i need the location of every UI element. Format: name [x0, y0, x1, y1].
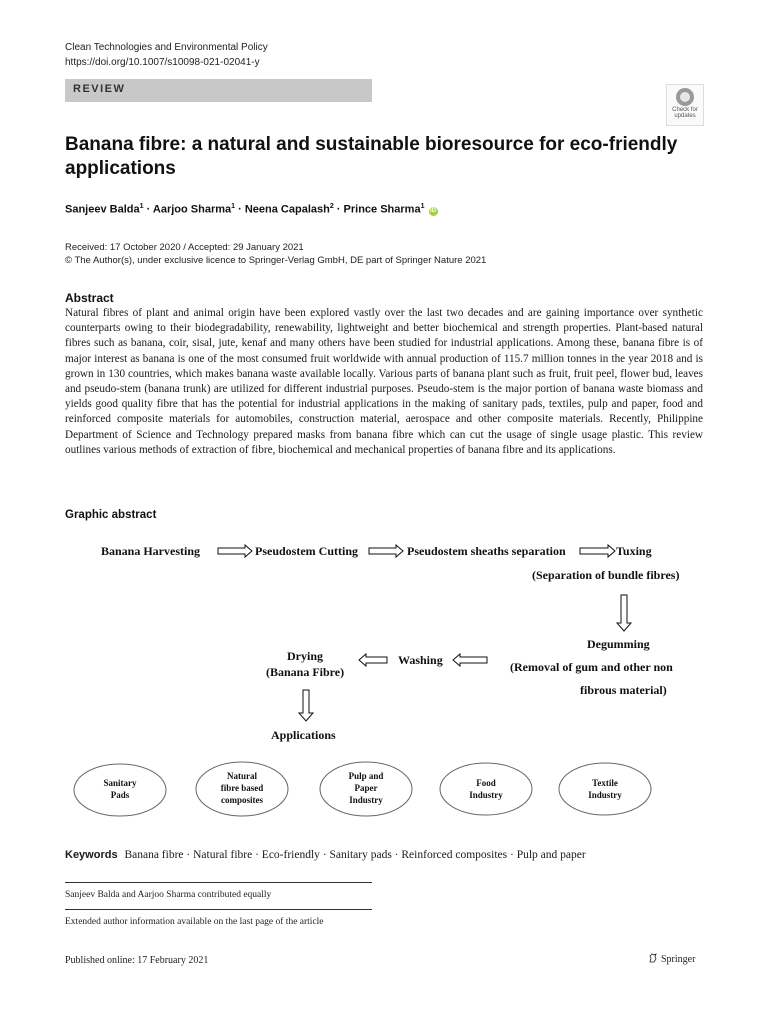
section-bar	[65, 79, 372, 102]
app-label: Industry	[469, 790, 503, 800]
step-tuxing: Tuxing	[616, 544, 652, 558]
article-dates	[65, 241, 486, 267]
step-drying-note: (Banana Fibre)	[266, 665, 345, 679]
author-affiliation: 1	[231, 203, 236, 210]
app-label: Natural	[227, 771, 257, 781]
application-pulp-paper	[320, 762, 412, 816]
arrow-degumming-to-washing	[453, 654, 487, 666]
keyword-separator: ·	[183, 849, 194, 861]
arrow-harvest-to-cutting	[218, 545, 252, 557]
arrow-tuxing-to-degumming	[617, 595, 631, 631]
copyright-line: © The Author(s), under exclusive licence to Springer-Verlag GmbH, DE part of Springer Nature 2021	[65, 255, 487, 266]
app-label: Pads	[110, 790, 130, 800]
keyword[interactable]: Reinforced composites	[401, 849, 508, 861]
badge-line-2: updates	[674, 113, 696, 119]
author-separator: ·	[238, 203, 242, 216]
author-name[interactable]: Neena Capalash	[244, 203, 330, 216]
keyword[interactable]: Eco-friendly	[261, 849, 320, 861]
crossmark-icon	[676, 88, 694, 106]
orcid-icon[interactable]: iD	[430, 207, 437, 214]
application-sanitary-pads	[74, 764, 166, 816]
arrow-washing-to-drying	[359, 654, 387, 666]
step-applications: Applications	[271, 728, 336, 742]
author-affiliation: 2	[329, 203, 334, 210]
step-drying: Drying	[287, 649, 323, 663]
keyword-separator: ·	[507, 849, 517, 861]
step-degumming-note-1: (Removal of gum and other non	[510, 660, 673, 674]
application-food	[440, 763, 532, 815]
journal-header	[65, 40, 268, 70]
author-affiliation: 1	[139, 203, 144, 210]
published-date: Published online: 17 February 2021	[65, 955, 209, 966]
extended-info-note: Extended author information available on the last page of the article	[65, 917, 324, 927]
app-label: composites	[221, 795, 263, 805]
keywords-label: Keywords	[65, 849, 118, 861]
step-harvesting: Banana Harvesting	[101, 544, 201, 558]
arrow-separation-to-tuxing	[580, 545, 615, 557]
footnote-rule-middle	[65, 909, 372, 910]
app-label: Paper	[354, 783, 378, 793]
author-list	[65, 203, 438, 216]
app-label: Sanitary	[103, 778, 137, 788]
author-separator: ·	[336, 203, 341, 216]
app-label: Industry	[349, 795, 383, 805]
publisher-name: Springer	[661, 954, 696, 965]
keyword[interactable]: Sanitary pads	[329, 849, 392, 861]
app-label: Industry	[588, 790, 622, 800]
arrow-cutting-to-separation	[369, 545, 403, 557]
abstract-heading: Abstract	[65, 291, 114, 305]
article-title: Banana fibre: a natural and sustainable bioresource for eco-friendly applications	[65, 134, 678, 179]
arrow-drying-to-applications	[299, 690, 313, 721]
keyword-separator: ·	[391, 849, 402, 861]
badge-line-1: Check for	[672, 107, 698, 113]
keyword-separator: ·	[319, 849, 330, 861]
graphic-abstract-heading: Graphic abstract	[65, 509, 157, 521]
step-separation: Pseudostem sheaths separation	[407, 544, 566, 558]
author-name[interactable]: Prince Sharma	[343, 203, 421, 216]
author-affiliation: 1	[420, 203, 425, 210]
app-label: Food	[476, 778, 496, 788]
step-degumming-note-2: fibrous material)	[580, 683, 667, 697]
publisher-logo	[648, 953, 695, 965]
keywords-line	[65, 849, 586, 861]
keyword[interactable]: Pulp and paper	[516, 849, 586, 861]
keyword-separator: ·	[252, 849, 262, 861]
received-accepted: Received: 17 October 2020 / Accepted: 29 January 2021	[65, 242, 304, 253]
journal-name: Clean Technologies and Environmental Policy	[65, 42, 268, 53]
footnote-rule-top	[65, 882, 372, 883]
author-name[interactable]: Sanjeev Balda	[65, 203, 140, 216]
step-cutting: Pseudostem Cutting	[255, 544, 359, 558]
keyword[interactable]: Banana fibre	[124, 849, 184, 861]
app-label: Pulp and	[348, 771, 384, 781]
contribution-note: Sanjeev Balda and Aarjoo Sharma contributed equally	[65, 890, 272, 900]
abstract-text: Natural fibres of plant and animal origin have been explored vastly over the last two decades and are gaining importance over synthetic counterparts owing to their biodegradability, renewability, lightweight and better biochemical and strength properties. Plant-based natural fibres such as banana, coir, sisal, jute, kenaf and many others have been studied for industrial applications. Among these, banana fibre is of major interest as banana is one of the most consumed fruit worldwide with annual production of 115.7 million tonnes in the year 2018 and is grown in 130 countries, which makes banana waste available locally. Various parts of banana plant such as fruit, fruit peel, flower bud, leaves and pseudo-stem (banana trunk) are utilized for different industrial purposes. Pseudo-stem is the major portion of banana waste biomass and yields good quality fibre that has the potential for industrial applications in the making of sanitary pads, textiles, pulp and paper, food and reinforced composite materials for automobiles, construction material, aerospace and other composite materials. Recently, Philippine Department of Science and Technology prepared masks from banana fibre which can cut the usage of single usage plastic. This review outlines various methods of extraction of fibre, biochemical and mechanical properties of banana fibre and its applications.	[65, 307, 703, 456]
graphic-abstract-diagram	[65, 530, 705, 830]
step-washing: Washing	[398, 653, 443, 667]
application-composites	[196, 762, 288, 816]
app-label: Textile	[592, 778, 618, 788]
application-textile	[559, 763, 651, 815]
app-label: fibre based	[220, 783, 264, 793]
section-label: REVIEW	[73, 83, 126, 95]
doi-link[interactable]: https://doi.org/10.1007/s10098-021-02041-y	[65, 57, 260, 68]
check-for-updates-badge[interactable]	[666, 84, 704, 126]
step-degumming: Degumming	[587, 637, 650, 651]
step-tuxing-note: (Separation of bundle fibres)	[532, 568, 680, 582]
author-name[interactable]: Aarjoo Sharma	[152, 203, 232, 216]
author-separator: ·	[146, 203, 151, 216]
keyword[interactable]: Natural fibre	[193, 849, 253, 861]
springer-horse-icon	[648, 953, 658, 963]
